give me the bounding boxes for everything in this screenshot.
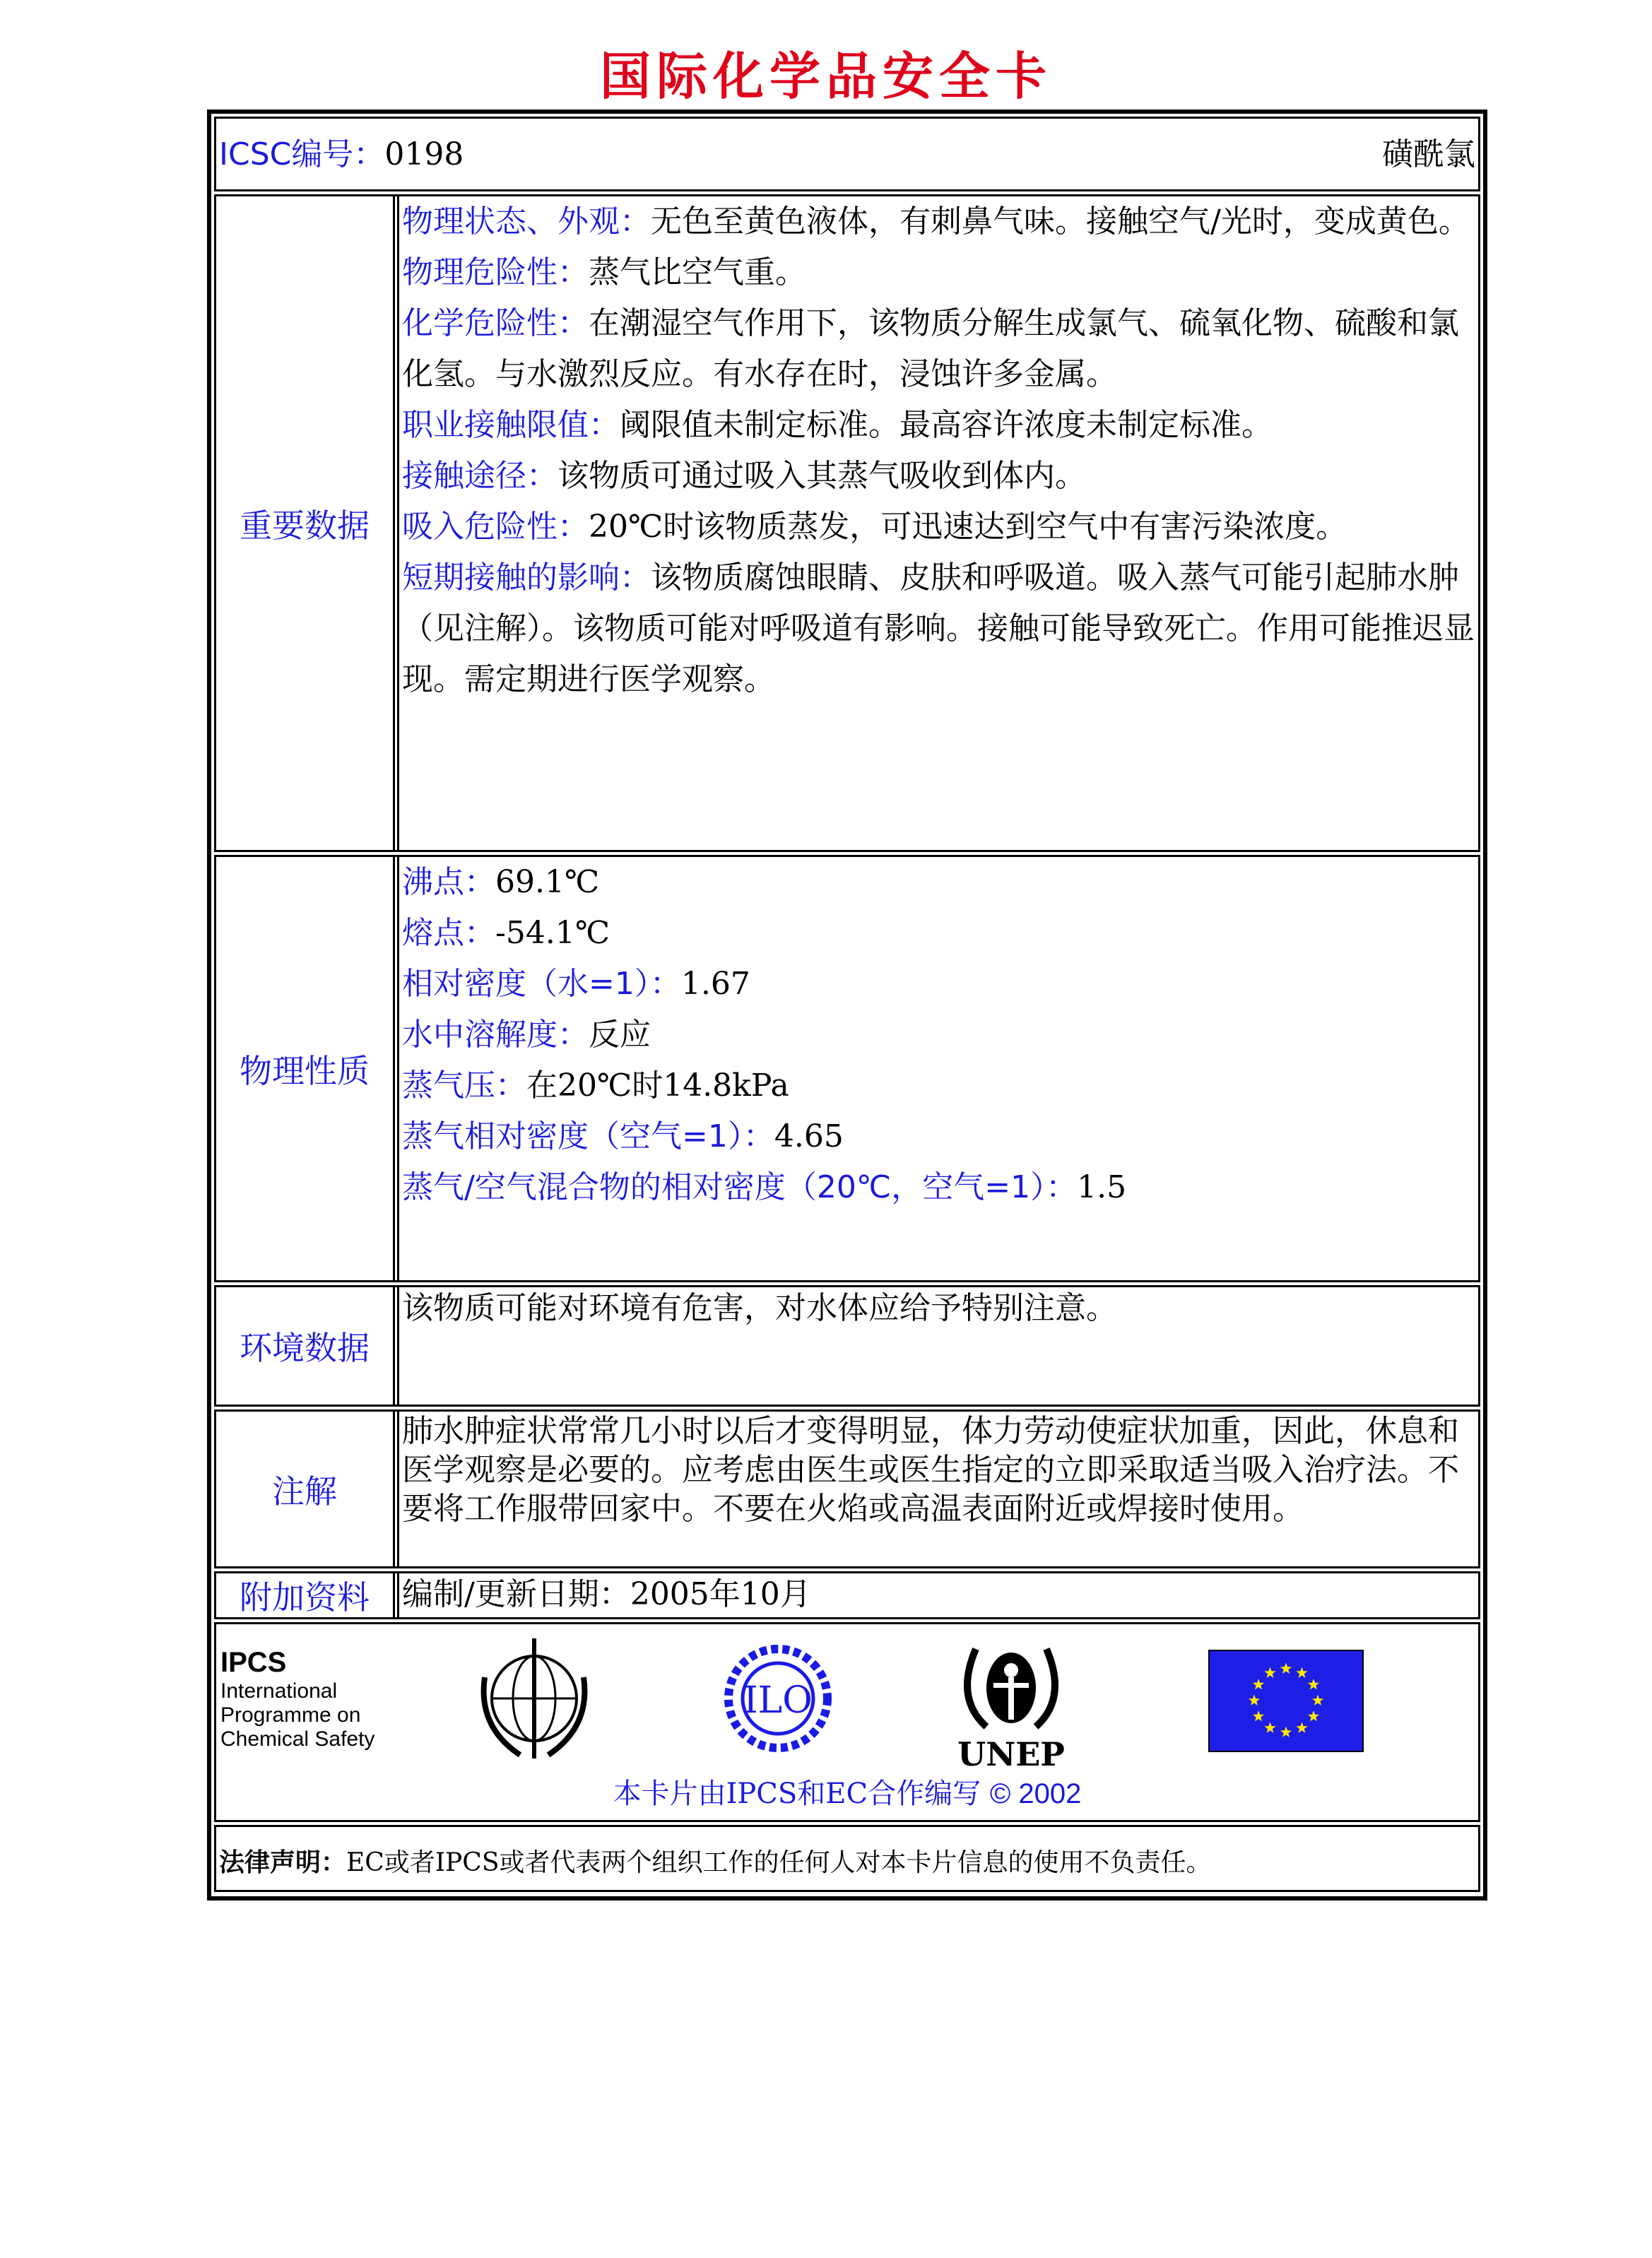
property-value: 阈限值未制定标准。最高容许浓度未制定标准。 bbox=[620, 407, 1273, 443]
eu-flag-icon bbox=[1208, 1650, 1364, 1752]
ipcs-line: Programme on bbox=[220, 1703, 361, 1727]
additional-text: 编制/更新日期：2005年10月 bbox=[397, 1573, 1478, 1617]
property-value: 该物质可通过吸入其蒸气吸收到体内。 bbox=[557, 458, 1086, 494]
header-row bbox=[214, 117, 1480, 191]
property-entry bbox=[402, 196, 1475, 247]
property-value: -54.1℃ bbox=[495, 915, 610, 951]
property-entry bbox=[402, 959, 1475, 1010]
physical-properties-content bbox=[397, 857, 1478, 1280]
property-entry bbox=[402, 298, 1475, 400]
environment-label: 环境数据 bbox=[216, 1287, 395, 1405]
property-key: 熔点： bbox=[402, 915, 495, 951]
environment-text: 该物质可能对环境有危害，对水体应给予特别注意。 bbox=[397, 1287, 1478, 1405]
property-value: 69.1℃ bbox=[495, 864, 600, 900]
property-value: 无色至黄色液体，有刺鼻气味。接触空气/光时，变成黄色。 bbox=[651, 203, 1470, 240]
property-entry bbox=[402, 1060, 1475, 1111]
property-key: 蒸气/空气混合物的相对密度（20℃，空气=1）： bbox=[402, 1169, 1078, 1205]
property-entry bbox=[402, 247, 1475, 298]
property-entry bbox=[402, 400, 1475, 451]
property-key: 物理危险性： bbox=[402, 254, 589, 290]
property-value: 该物质腐蚀眼睛、皮肤和呼吸道。吸入蒸气可能引起肺水肿（见注解）。该物质可能对呼吸道有影响。接触可能导致死亡。作用可能推迟显现。需定期进行医学观察。 bbox=[402, 560, 1475, 697]
footer-logos-row bbox=[214, 1622, 1480, 1822]
property-value: 1.67 bbox=[680, 966, 750, 1002]
chemical-name: 磺酰氯 bbox=[1382, 136, 1475, 172]
important-data-label: 重要数据 bbox=[216, 196, 395, 850]
notes-row bbox=[214, 1409, 1480, 1568]
legal-text: EC或者IPCS或者代表两个组织工作的任何人对本卡片信息的使用不负责任。 bbox=[346, 1848, 1212, 1877]
property-entry bbox=[402, 857, 1475, 908]
property-entry bbox=[402, 908, 1475, 959]
important-data-row bbox=[214, 194, 1480, 852]
property-key: 接触途径： bbox=[402, 458, 557, 494]
property-key: 物理状态、外观： bbox=[402, 203, 651, 240]
ilo-logo-icon bbox=[714, 1638, 842, 1766]
property-key: 职业接触限值： bbox=[402, 407, 620, 443]
environment-row bbox=[214, 1285, 1480, 1407]
physical-properties-row bbox=[214, 855, 1480, 1282]
legal-row bbox=[214, 1825, 1480, 1892]
property-entry bbox=[402, 502, 1475, 552]
safety-card bbox=[207, 110, 1487, 1901]
property-entry bbox=[402, 451, 1475, 502]
ipcs-line: International bbox=[220, 1679, 338, 1703]
property-value: 反应 bbox=[589, 1017, 651, 1053]
property-key: 化学危险性： bbox=[402, 305, 589, 341]
property-key: 沸点： bbox=[402, 864, 495, 900]
ipcs-line: Chemical Safety bbox=[220, 1727, 375, 1751]
page-title: 国际化学品安全卡 bbox=[599, 47, 1052, 106]
svg-text:ILO: ILO bbox=[743, 1679, 813, 1722]
property-key: 蒸气压： bbox=[402, 1068, 526, 1104]
property-key: 吸入危险性： bbox=[402, 509, 589, 545]
property-value: 蒸气比空气重。 bbox=[589, 254, 806, 290]
ipcs-block bbox=[220, 1645, 374, 1751]
icsc-number: 0198 bbox=[384, 136, 464, 172]
property-value: 在20℃时14.8kPa bbox=[526, 1068, 789, 1104]
property-value: 1.5 bbox=[1077, 1169, 1127, 1205]
additional-label: 附加资料 bbox=[216, 1573, 395, 1617]
legal-label: 法律声明： bbox=[219, 1848, 347, 1877]
property-entry bbox=[402, 1162, 1475, 1213]
physical-properties-label: 物理性质 bbox=[216, 857, 395, 1280]
property-entry bbox=[402, 1010, 1475, 1060]
property-key: 蒸气相对密度（空气=1）： bbox=[402, 1118, 774, 1154]
notes-text: 肺水肿症状常常几小时以后才变得明显，体力劳动使症状加重，因此，休息和医学观察是必要的。应考虑由医生或医生指定的立即采取适当吸入治疗法。不要将工作服带回家中。不要在火焰或高温表面附近或焊接时使用。 bbox=[397, 1412, 1478, 1566]
icsc-label: ICSC编号： bbox=[219, 136, 385, 172]
ipcs-title: IPCS bbox=[220, 1647, 287, 1678]
property-key: 短期接触的影响： bbox=[402, 560, 651, 596]
property-entry bbox=[402, 552, 1475, 705]
svg-text:UNEP: UNEP bbox=[957, 1735, 1065, 1769]
notes-label: 注解 bbox=[216, 1412, 395, 1566]
unep-logo-icon bbox=[948, 1635, 1075, 1769]
copyright-text: © 2002 bbox=[989, 1778, 1082, 1809]
credit-line bbox=[216, 1771, 1478, 1811]
credit-text: 本卡片由IPCS和EC合作编写 bbox=[613, 1778, 981, 1810]
property-value: 在潮湿空气作用下，该物质分解生成氯气、硫氧化物、硫酸和氯化氢。与水激烈反应。有水存在时，浸蚀许多金属。 bbox=[402, 305, 1459, 392]
property-value: 20℃时该物质蒸发，可迅速达到空气中有害污染浓度。 bbox=[589, 509, 1347, 545]
who-logo-icon bbox=[471, 1635, 598, 1762]
property-key: 水中溶解度： bbox=[402, 1017, 589, 1053]
important-data-content bbox=[397, 196, 1478, 850]
additional-row bbox=[214, 1571, 1480, 1619]
property-entry bbox=[402, 1111, 1475, 1162]
property-key: 相对密度（水=1）： bbox=[402, 966, 681, 1002]
property-value: 4.65 bbox=[774, 1118, 844, 1154]
